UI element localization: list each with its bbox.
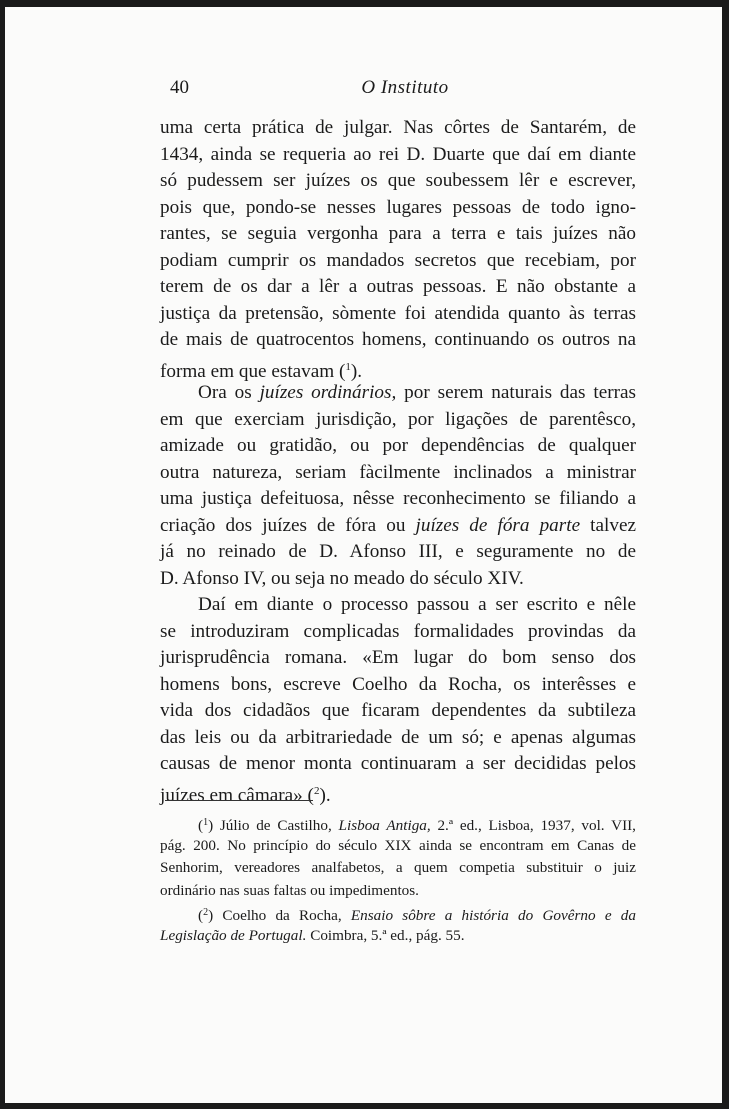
body-text-line: homens bons, escreve Coelho da Rocha, os interêsses e <box>160 673 636 695</box>
body-text-line: podiam cumprir os mandados secretos que recebiam, por <box>160 249 636 271</box>
body-text-line: pois que, pondo-se nesses lugares pessoas de todo igno- <box>160 196 636 218</box>
body-text-line: uma certa prática de julgar. Nas côrtes de Santarém, de <box>160 117 636 138</box>
body-text-line: Ora os juízes ordinários, por serem naturais das terras <box>198 382 636 403</box>
footnote-marker: 2 <box>203 907 209 919</box>
footnote-reference: 2 <box>313 784 320 797</box>
footnote-marker: 1 <box>203 817 209 828</box>
body-text-line: vida dos cidadãos que ficaram dependentes da subtileza <box>160 700 636 721</box>
body-text-line: uma justiça defeituosa, nêsse reconhecimento se filiando a <box>160 488 636 509</box>
footnote-line: pág. 200. No princípio do século XIX ainda se encontram em Canas de <box>160 836 636 854</box>
footnote-line: ordinário nas suas faltas ou impedimentos. <box>160 881 419 899</box>
italic-text: Ensaio sôbre a história do Govêrno e da <box>350 907 636 925</box>
body-text <box>160 115 636 804</box>
body-text-line: amizade ou gratidão, ou por dependências de qualquer <box>160 435 636 456</box>
italic-text: juízes de fóra parte <box>415 514 581 536</box>
body-text-line: outra natureza, seriam fàcilmente inclinados a ministrar <box>160 461 636 483</box>
page-number: 40 <box>170 77 189 98</box>
footnote-reference: 1 <box>345 360 351 373</box>
body-text-line: já no reinado de D. Afonso III, e seguramente no de <box>160 541 636 562</box>
italic-text: Lisboa Antiga, <box>338 817 431 834</box>
body-text-line: rantes, se seguia vergonha para a terra e tais juízes não <box>160 223 636 244</box>
footnote-divider <box>165 800 313 801</box>
body-text-line: D. Afonso IV, ou seja no meado do século XIV. <box>160 567 524 589</box>
body-text-line: das leis ou da arbitrariedade de um só; e apenas algumas <box>160 726 636 748</box>
italic-text: Legislação de Portugal. <box>160 926 307 944</box>
body-text-line: jurisprudência romana. «Em lugar do bom senso dos <box>160 647 636 668</box>
body-text-line: 1434, ainda se requeria ao rei D. Duarte que daí em diante <box>160 143 636 165</box>
footnote-line: Legislação de Portugal. Coimbra, 5.ª ed., pág. 55. <box>160 926 465 944</box>
page-header <box>165 77 645 103</box>
running-title: O Instituto <box>361 77 449 98</box>
body-text-line: criação dos juízes de fóra ou juízes de fóra parte talvez <box>160 514 636 536</box>
body-text-line: se introduziram complicadas formalidades provindas da <box>160 620 636 642</box>
footnotes <box>160 812 636 948</box>
body-text-line: Daí em diante o processo passou a ser escrito e nêle <box>198 594 636 615</box>
body-text-line: justiça da pretensão, sòmente foi atendida quanto às terras <box>160 302 636 324</box>
body-text-line: juízes em câmara» ($^2$). <box>160 784 331 806</box>
footnote-line: ($^2$) Coelho da Rocha, Ensaio sôbre a história do Govêrno e da <box>198 907 636 925</box>
body-text-line: forma em que estavam ($^1$). <box>160 360 363 382</box>
body-text-line: de mais de quatrocentos homens, continuando os outros na <box>160 329 636 350</box>
body-text-line: causas de menor monta continuaram a ser decididas pelos <box>160 753 636 774</box>
body-text-line: em que exerciam jurisdição, por ligações de parentêsco, <box>160 408 636 430</box>
body-text-line: só pudessem ser juízes os que soubessem lêr e escrever, <box>160 170 636 191</box>
italic-text: juízes ordinários, <box>259 382 397 403</box>
footnote-line: Senhorim, vereadores analfabetos, a quem competia substituir o juiz <box>160 859 636 877</box>
footnote-line: ($^1$) Júlio de Castilho, Lisboa Antiga, 2.ª ed., Lisboa, 1937, vol. VII, <box>198 817 636 834</box>
body-text-line: terem de os dar a lêr a outras pessoas. E não obstante a <box>160 276 636 297</box>
